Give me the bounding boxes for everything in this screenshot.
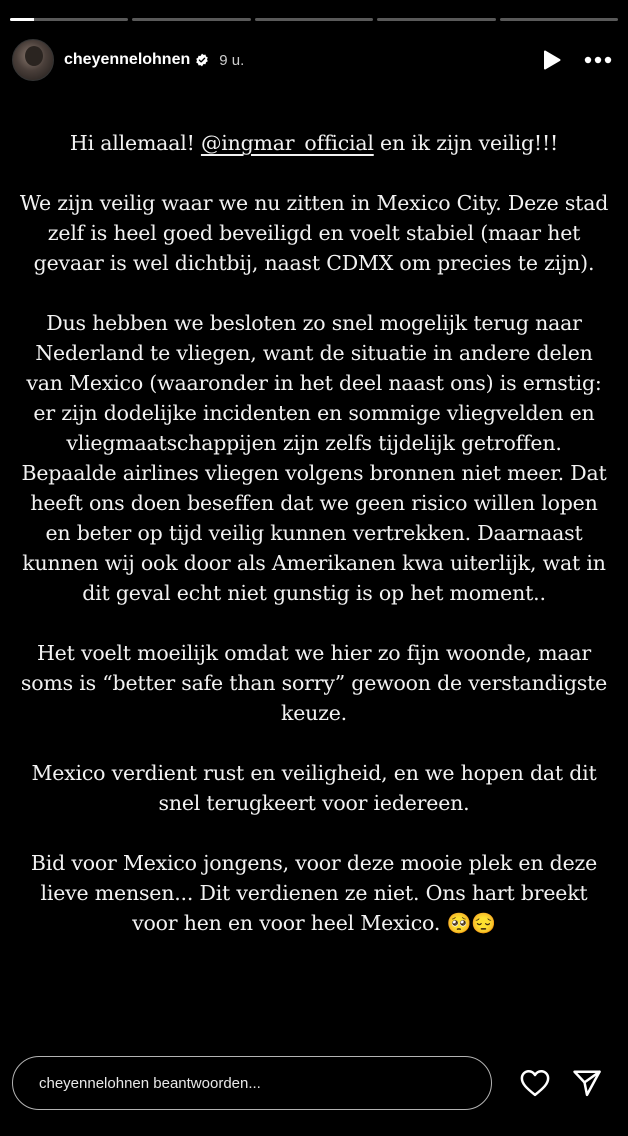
closing-text: Bid voor Mexico jongens, voor deze mooie plek en deze lieve mensen... Dit verdienen ze niet. Ons hart breekt voor hen en voor heel Mexico. xyxy=(30,851,598,935)
greeting-text: Hi allemaal! xyxy=(69,131,201,155)
progress-fill xyxy=(10,18,34,21)
progress-segment xyxy=(377,18,495,21)
story-paragraph-6 xyxy=(18,848,610,938)
story-paragraph-5: Mexico verdient rust en veiligheid, en we hopen dat dit snel terugkeert voor iedereen. xyxy=(31,761,597,815)
progress-segment xyxy=(10,18,128,21)
story-paragraph-2: We zijn veilig waar we nu zitten in Mexico City. Deze stad zelf is heel goed beveiligd en voelt stabiel (maar het gevaar is wel dichtbij, naast CDMX om precies te zijn). xyxy=(19,191,609,275)
story-paragraph-1 xyxy=(18,128,610,158)
reply-placeholder: cheyennelohnen beantwoorden... xyxy=(39,1074,261,1092)
username[interactable]: cheyennelohnen xyxy=(64,51,191,68)
story-text xyxy=(18,128,610,968)
progress-segment xyxy=(255,18,373,21)
emoji-group: 🥺😔 xyxy=(446,911,496,935)
verified-badge-icon xyxy=(195,53,209,67)
progress-segment xyxy=(132,18,250,21)
story-footer xyxy=(12,1055,616,1111)
story-header xyxy=(12,38,612,82)
greeting-end-text: en ik zijn veilig!!! xyxy=(373,131,559,155)
post-time: 9 u. xyxy=(219,51,245,69)
story-progress-bar xyxy=(10,18,618,21)
avatar[interactable] xyxy=(12,39,54,81)
mention-link[interactable]: @ingmar_official xyxy=(200,131,374,155)
heart-icon[interactable] xyxy=(520,1069,550,1097)
progress-segment xyxy=(500,18,618,21)
story-paragraph-3: Dus hebben we besloten zo snel mogelijk terug naar Nederland te vliegen, want de situatie in andere delen van Mexico (waaronder in het deel naast ons) is ernstig: er zijn dodelijke incidenten en sommige vliegvelden en vliegmaatschappijen zijn zelfs tijdelijk getroffen. Bepaalde airlines vliegen volgens bronnen niet meer. Dat heeft ons doen beseffen dat we geen risico willen lopen en beter op tijd veilig kunnen vertrekken. Daarnaast kunnen wij ook door als Amerikanen kwa uiterlijk, wat in dit geval echt niet gunstig is op het moment.. xyxy=(21,311,607,605)
send-icon[interactable] xyxy=(572,1069,602,1097)
reply-input[interactable] xyxy=(12,1056,492,1110)
more-options-icon[interactable] xyxy=(584,56,612,64)
story-paragraph-4: Het voelt moeilijk omdat we hier zo fijn woonde, maar soms is “better safe than sorry” gewoon de verstandigste keuze. xyxy=(20,641,608,725)
play-icon[interactable] xyxy=(542,49,562,71)
